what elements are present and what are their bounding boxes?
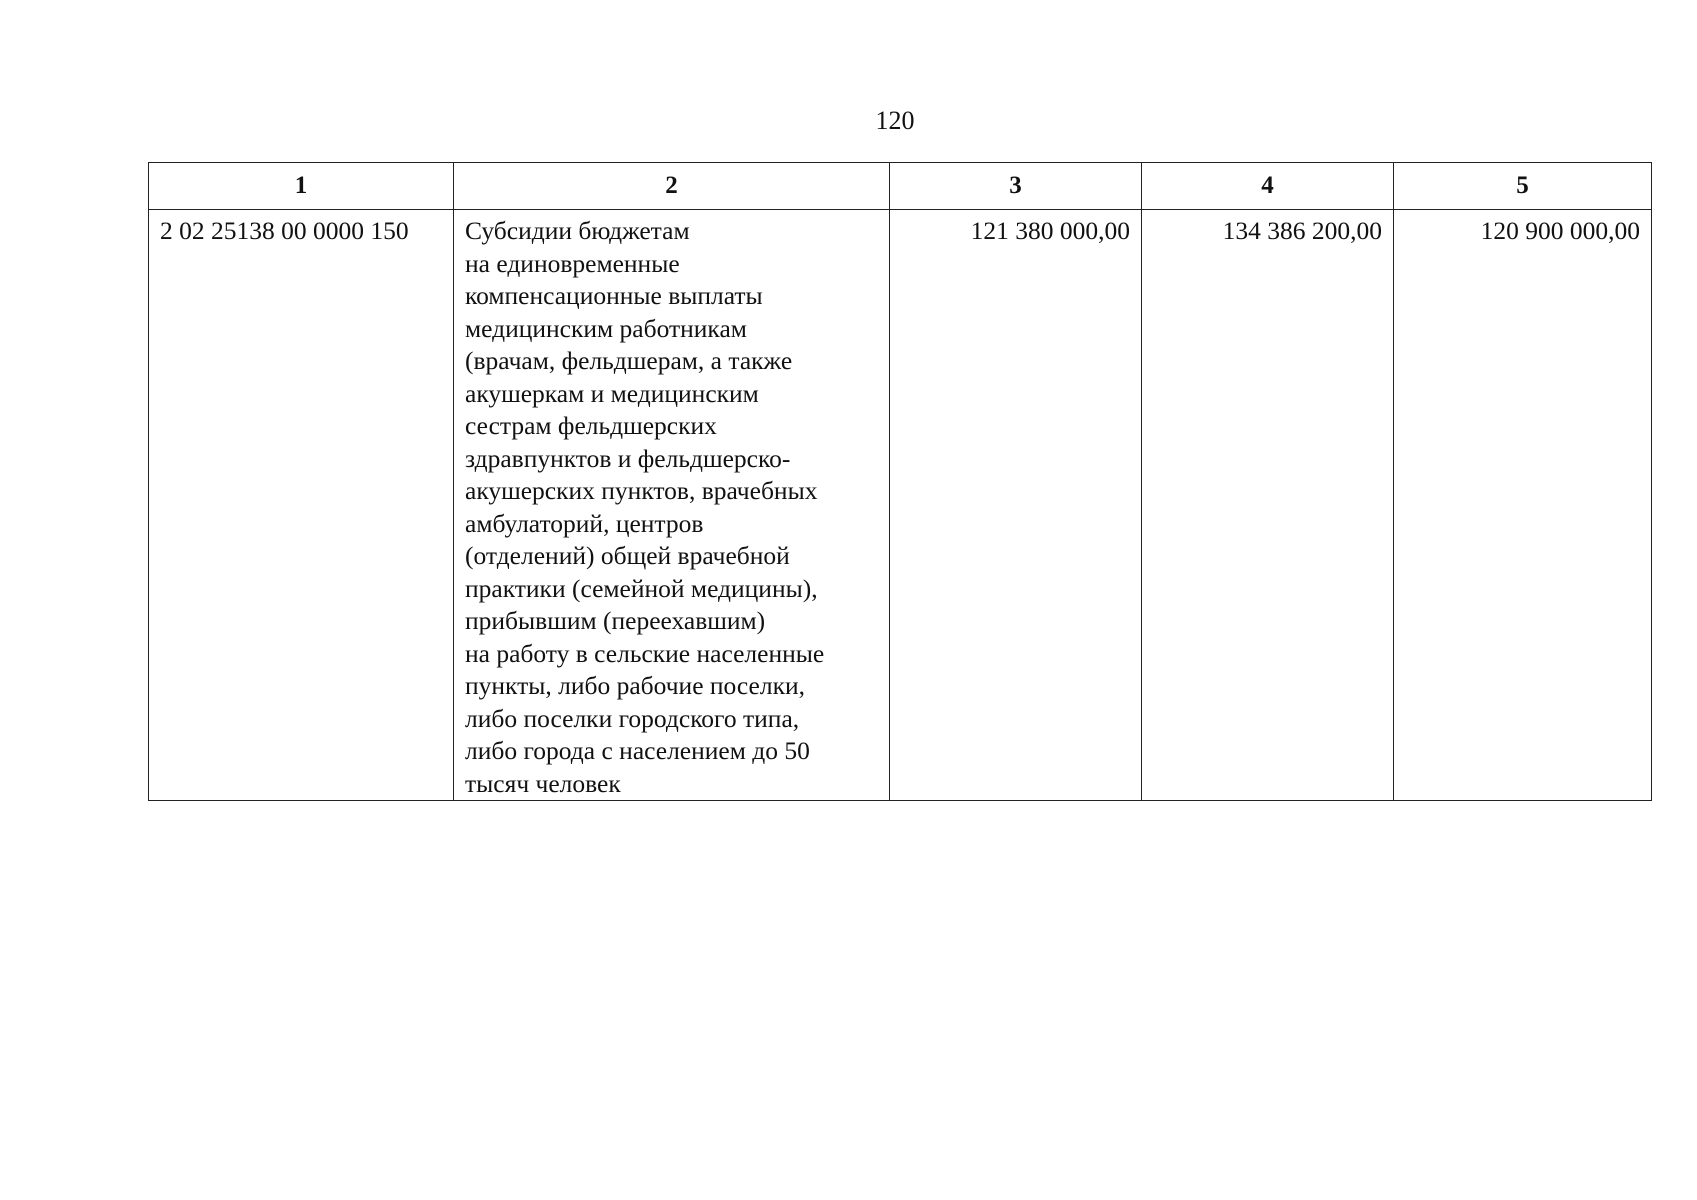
description-line: (отделений) общей врачебной [465,541,790,570]
amount-cell-col3: 121 380 000,00 [890,210,1142,801]
description-line: компенсационные выплаты [465,281,763,310]
description-line: либо поселки городского типа, [465,703,800,733]
budget-code-cell: 2 02 25138 00 0000 150 [149,210,454,801]
column-header-2: 2 [454,163,890,210]
amount-cell-col4: 134 386 200,00 [1142,210,1394,801]
column-header-5: 5 [1394,163,1652,210]
description-line: акушерских пунктов, врачебных [465,476,818,505]
page-number: 120 [875,106,915,135]
description-line: на работу в сельские населенные [465,638,825,668]
table-header-row [149,163,1652,210]
description-line: акушеркам и медицинским [465,378,759,408]
description-line: тысяч человек [465,768,621,798]
column-header-3: 3 [890,163,1142,210]
table-row [149,210,1652,801]
column-header-1: 1 [149,163,454,210]
budget-table [148,162,1652,801]
description-line: Субсидии бюджетам [465,216,690,245]
description-line: практики (семейной медицины), [465,573,818,603]
description-line: прибывшим (переехавшим) [465,606,766,635]
description-line: (врачам, фельдшерам, а также [465,346,793,375]
description-line: на единовременные [465,248,680,278]
column-header-4: 4 [1142,163,1394,210]
description-line: пункты, либо рабочие поселки, [465,671,806,700]
description-line: здравпунктов и фельдшерско- [465,443,791,473]
description-line: сестрам фельдшерских [465,411,717,440]
amount-cell-col5: 120 900 000,00 [1394,210,1652,801]
description-cell [454,210,890,801]
description-line: либо города с населением до 50 [465,736,810,765]
description-line: медицинским работникам [465,313,747,343]
description-line: амбулаторий, центров [465,508,704,538]
